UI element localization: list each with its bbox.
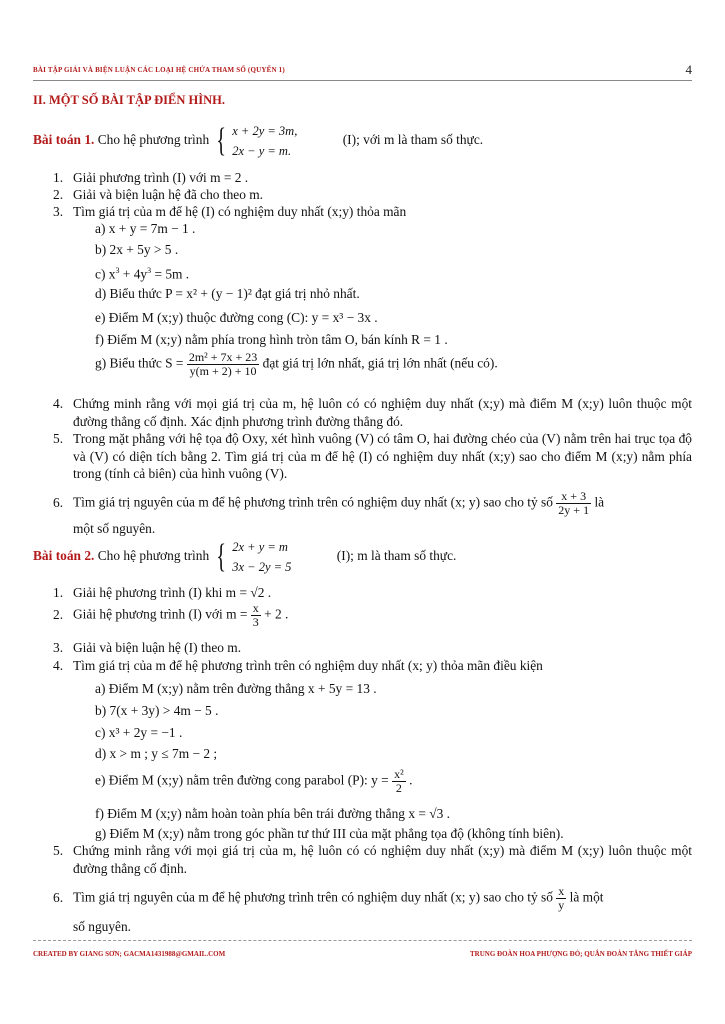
problem2-eq1: 2x + y = m (232, 540, 288, 554)
p2-q2-post: + 2 . (264, 606, 289, 622)
p1-q5-text: Trong mặt phẳng với hệ tọa độ Oxy, xét hình vuông (V) có tâm O, hai đường chéo của (V) nằm trên hai trục tọa độ và (V) có diện tích bằng 2. Tìm giá trị của m để hệ (I) có nghiệm duy nhất (x;y) sao cho điểm M (x;y) nằm phía trong (tính cả biên) của hình vuông (V). (73, 431, 692, 481)
p2-qg: g) Điểm M (x;y) nằm trong góc phần tư thứ III của mặt phẳng tọa độ (không tính biên). (95, 826, 564, 841)
p2-q6-fraction (556, 885, 566, 912)
p2-q6-den: y (558, 898, 565, 912)
problem2-statement (33, 537, 456, 577)
p2-qb: b) 7(x + 3y) > 4m − 5 . (95, 703, 219, 718)
problem1-eq2: 2x − y = m. (232, 144, 292, 158)
p1-q2: 2. Giải và biện luận hệ đã cho theo m. (53, 187, 264, 202)
system-brace: { (215, 538, 226, 575)
p1-qf: f) Điểm M (x;y) nằm phía trong hình tròn tâm O, bán kính R = 1 . (95, 332, 448, 347)
p1-q6-fraction (556, 490, 591, 517)
p1-qg-num: 2m² + 7x + 23 (188, 350, 258, 364)
problem2-system (232, 537, 291, 577)
problem2-after: (I); m là tham số thực. (336, 548, 457, 564)
p2-q2-num: x (252, 601, 259, 615)
p1-q4-text: Chứng minh rằng với mọi giá trị của m, hệ luôn có có nghiệm duy nhất (x;y) mà điểm M (x;y) luôn thuộc một đường thẳng cố định. Xác định phương trình đường thẳng đó. (73, 396, 692, 429)
p2-qe-fraction (392, 768, 406, 795)
p2-q6-num: x (558, 884, 565, 898)
p1-qg (95, 351, 498, 378)
p1-qg-post: đạt giá trị lớn nhất, giá trị lớn nhất (nếu có). (262, 355, 498, 371)
p2-qe-den: 2 (395, 781, 402, 795)
p2-qc: c) x³ + 2y = −1 . (95, 725, 183, 740)
p2-qe-num: x² (394, 767, 404, 781)
p2-q2: 2. Giải hệ phương trình (I) với m = $\frac{x}{3}$ + 2 . (53, 601, 289, 629)
p1-qc: c) $x^3 + 4y^3 = 5m$ . (95, 266, 190, 282)
system-brace: { (215, 122, 226, 159)
p1-q2-text: Giải và biện luận hệ đã cho theo m. (73, 187, 264, 202)
p1-q6-post: là (594, 494, 605, 510)
p2-q4-text: Tìm giá trị của m để hệ phương trình trên có nghiệm duy nhất (x; y) thỏa mãn điều kiện (73, 658, 543, 673)
p1-qg-den: y(m + 2) + 10 (189, 364, 257, 378)
p1-qb: b) 2x + 5y > 5 . (95, 242, 179, 257)
p2-q3: 3. Giải và biện luận hệ (I) theo m. (53, 640, 242, 655)
p2-q3-text: Giải và biện luận hệ (I) theo m. (73, 640, 242, 655)
p2-q6-post: là một (569, 889, 604, 905)
p2-q5-text: Chứng minh rằng với mọi giá trị của m, hệ luôn có có nghiệm duy nhất (x;y) mà điểm M (x;y) luôn thuộc một đường thẳng cố định. (73, 843, 692, 876)
section-title: II. MỘT SỐ BÀI TẬP ĐIỂN HÌNH. (33, 93, 225, 107)
problem1-label: Bài toán 1. (33, 132, 95, 148)
problem1-eq1: x + 2y = 3m, (232, 124, 298, 138)
p1-q6: 6. Tìm giá trị nguyên của m để hệ phương trình trên có nghiệm duy nhất (x; y) sao cho tỷ số $\frac{x + 3}{2y + 1}$ là (53, 489, 605, 517)
p1-qc-pre: c) x (95, 266, 116, 282)
p2-qe-post: . (409, 772, 413, 788)
p2-q6: 6. Tìm giá trị nguyên của m để hệ phương trình trên có nghiệm duy nhất (x; y) sao cho tỷ số $\frac{x}{y}$ là một (53, 884, 604, 912)
problem2-label: Bài toán 2. (33, 548, 95, 564)
footer-right: TRUNG ĐOÀN HOA PHƯỢNG ĐỎ; QUÂN ĐOÀN TĂNG THIẾT GIÁP (469, 950, 692, 958)
p2-qa: a) Điểm M (x;y) nằm trên đường thẳng x + 5y = 13 . (95, 681, 377, 696)
p1-qe: e) Điểm M (x;y) thuộc đường cong (C): y = x³ − 3x . (95, 310, 378, 325)
p1-q6-num: x + 3 (556, 490, 591, 504)
problem2-eq2: 3x − 2y = 5 (232, 560, 292, 574)
p2-q2-fraction (251, 602, 261, 629)
p1-q1-text: Giải phương trình (I) với m = 2 . (73, 170, 249, 185)
p1-qg-fraction (187, 351, 259, 378)
p2-q1-text: Giải hệ phương trình (I) khi m = √2 . (73, 585, 272, 600)
p1-q5: 5. Trong mặt phẳng với hệ tọa độ Oxy, xét hình vuông (V) có tâm O, hai đường chéo của (V) nằm trên hai trục tọa độ và (V) có diện tích bằng 2. Tìm giá trị của m để hệ (I) có nghiệm duy nhất (x;y) sao cho điểm M (x;y) nằm phía trong (tính cả biên) của hình vuông (V). (53, 431, 692, 481)
footer-left: CREATED BY GIANG SƠN; GACMA1431988@GMAIL.COM (33, 950, 226, 958)
p2-q5: 5. Chứng minh rằng với mọi giá trị của m, hệ luôn có có nghiệm duy nhất (x;y) mà điểm M (x;y) luôn thuộc một đường thẳng cố định. (53, 843, 692, 876)
p2-qe (95, 768, 412, 795)
p1-q6-line2: một số nguyên. (73, 521, 156, 536)
p1-q1: 1. Giải phương trình (I) với m = 2 . (53, 170, 249, 185)
p1-q3-text: Tìm giá trị của m để hệ (I) có nghiệm duy nhất (x;y) thỏa mãn (73, 204, 407, 219)
header-rule (33, 80, 692, 81)
problem1-system (232, 121, 297, 161)
p1-qd: d) Biểu thức P = x² + (y − 1)² đạt giá trị nhỏ nhất. (95, 286, 360, 301)
footer-rule (33, 940, 692, 941)
p1-q6-pre: Tìm giá trị nguyên của m để hệ phương trình trên có nghiệm duy nhất (x; y) sao cho tỷ số (73, 494, 553, 510)
p1-qg-pre: g) Biểu thức S = (95, 355, 184, 371)
p2-q2-pre: Giải hệ phương trình (I) với m = (73, 606, 248, 622)
p1-qc-post: = 5m . (151, 266, 190, 282)
p1-q6-den: 2y + 1 (558, 503, 590, 517)
page-number: 4 (685, 62, 692, 77)
p2-qd: d) x > m ; y ≤ 7m − 2 ; (95, 746, 218, 761)
p2-q6-pre: Tìm giá trị nguyên của m để hệ phương trình trên có nghiệm duy nhất (x; y) sao cho tỷ số (73, 889, 553, 905)
p2-q6-line2: số nguyên. (73, 919, 132, 934)
p2-qe-pre: e) Điểm M (x;y) nằm trên đường cong parabol (P): y = (95, 772, 389, 788)
problem1-statement (33, 121, 483, 161)
p2-q4: 4. Tìm giá trị của m để hệ phương trình trên có nghiệm duy nhất (x; y) thỏa mãn điều kiện (53, 658, 543, 673)
running-header: BÀI TẬP GIẢI VÀ BIỆN LUẬN CÁC LOẠI HỆ CHỨA THAM SỐ (QUYỂN 1) (33, 66, 285, 74)
p2-q2-den: 3 (252, 615, 259, 629)
p1-qc-mid: + 4y (119, 266, 148, 282)
p2-qf: f) Điểm M (x;y) nằm hoàn toàn phía bên trái đường thẳng x = √3 . (95, 806, 451, 821)
problem2-intro: Cho hệ phương trình (97, 548, 210, 564)
p1-q4: 4. Chứng minh rằng với mọi giá trị của m, hệ luôn có có nghiệm duy nhất (x;y) mà điểm M (x;y) luôn thuộc một đường thẳng cố định. Xác định phương trình đường thẳng đó. (53, 396, 692, 429)
problem1-after: (I); với m là tham số thực. (342, 132, 484, 148)
p1-q3: 3. Tìm giá trị của m để hệ (I) có nghiệm duy nhất (x;y) thỏa mãn (53, 204, 407, 219)
problem1-intro: Cho hệ phương trình (97, 132, 210, 148)
p2-q1: 1. Giải hệ phương trình (I) khi m = √2 . (53, 585, 272, 600)
p1-qa: a) x + y = 7m − 1 . (95, 221, 196, 236)
